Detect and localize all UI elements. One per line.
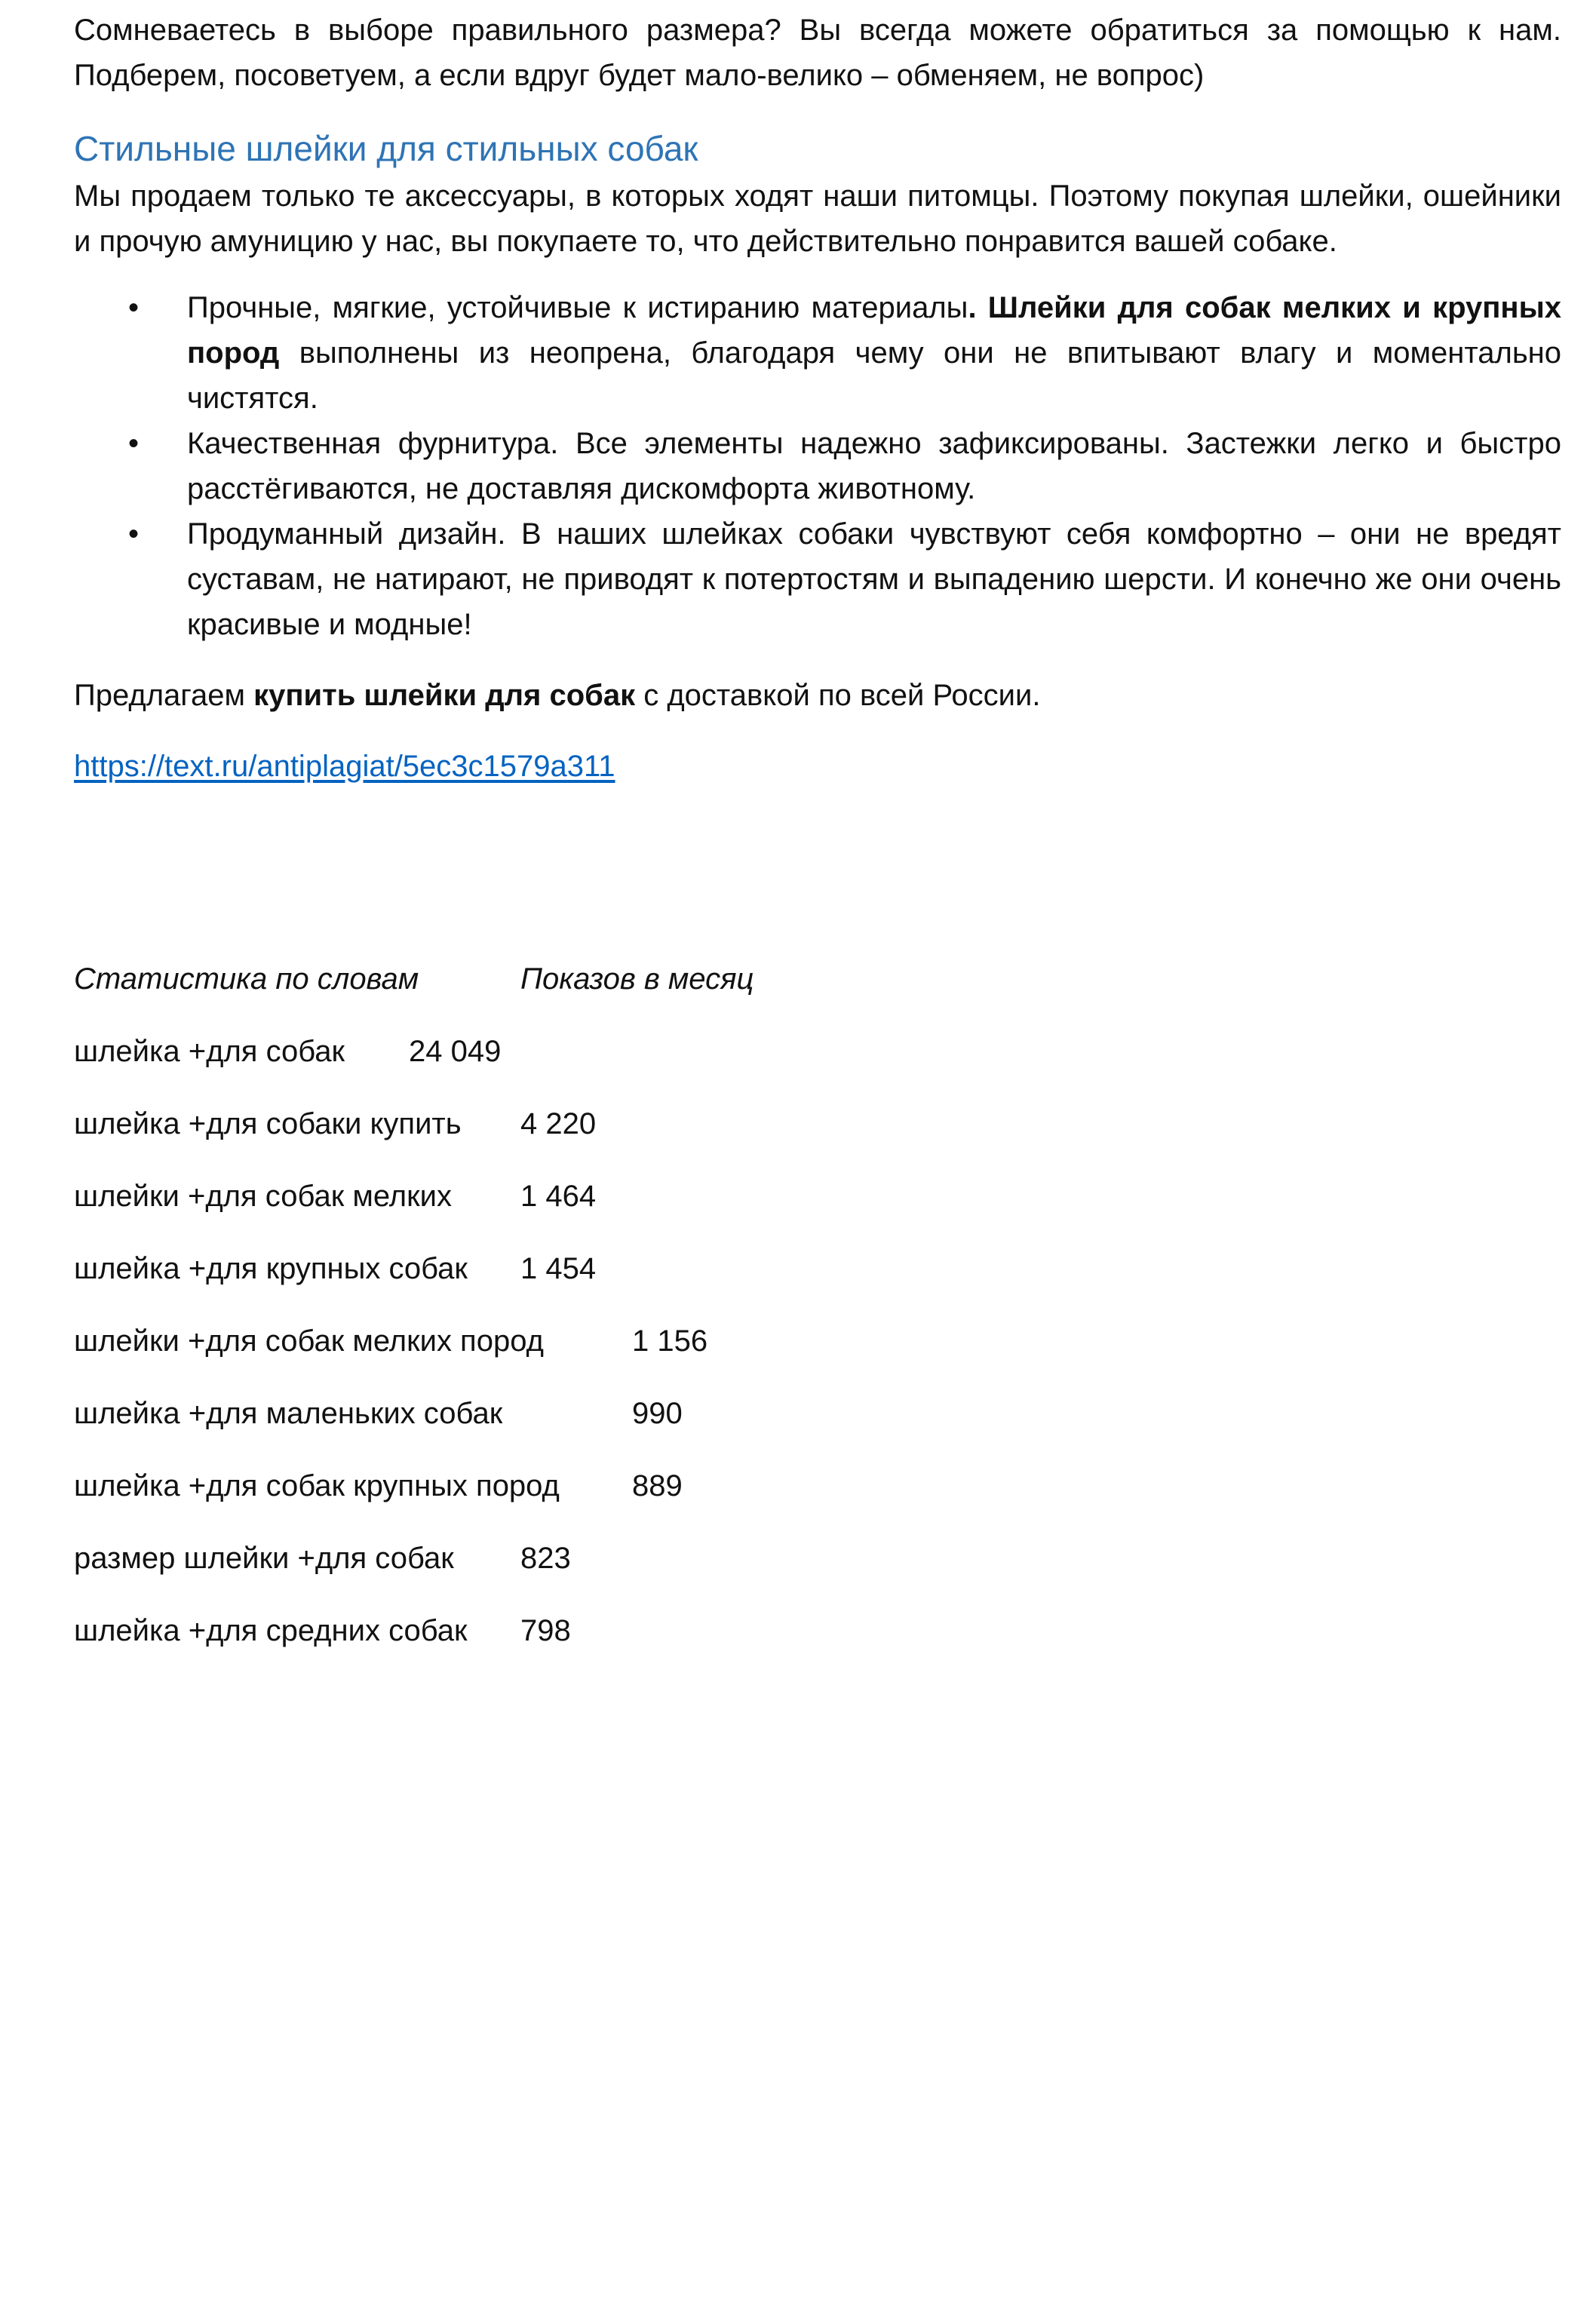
feature-text-1 [187,285,1561,421]
count-cell: 889 [632,1469,683,1502]
list-item [74,511,1561,647]
list-item [74,421,1561,511]
feature-1-bold-text: . Шлейки для собак мелких и крупных пород [187,291,1561,370]
stats-header-row [74,956,1561,1002]
features-list [74,285,1561,647]
table-row [74,1463,1561,1509]
intro-paragraph: Сомневаетесь в выборе правильного размера? Вы всегда можете обратиться за помощью к нам. Подберем, посоветуем, а если вдруг будет мало-велико – обменяем, не вопрос) [74,14,1561,92]
offer-paragraph [74,673,1561,718]
keyword-cell: шлейка +для крупных собак [74,1252,468,1285]
antiplagiat-link[interactable]: https://text.ru/antiplagiat/5ec3c1579a311 [74,750,615,783]
count-cell: 990 [632,1397,683,1430]
keyword-cell: шлейка +для маленьких собак [74,1397,503,1430]
table-row [74,1318,1561,1364]
list-item [74,285,1561,421]
count-cell: 4 220 [520,1107,597,1140]
feature-text-3: Продуманный дизайн. В наших шлейках собаки чувствуют себя комфортно – они не вредят суставам, не натирают, не приводят к потертостям и выпадению шерсти. И конечно же они очень красивые и модные! [187,517,1561,641]
offer-text-end: с доставкой по всей России. [635,679,1041,712]
count-cell: 1 464 [520,1180,597,1213]
keyword-cell: шлейка +для средних собак [74,1614,468,1647]
table-row [74,1029,1561,1074]
keyword-cell: шлейки +для собак мелких [74,1180,452,1213]
bullet-icon: • [128,427,140,460]
keyword-stats [74,956,1561,1653]
keyword-cell: шлейка +для собаки купить [74,1107,462,1140]
count-cell: 1 156 [632,1324,708,1358]
feature-text-2: Качественная фурнитура. Все элементы надежно зафиксированы. Застежки легко и быстро расстёгиваются, не доставляя дискомфорта животному. [187,427,1561,505]
document-page [74,8,1561,1680]
bullet-icon: • [128,517,140,551]
keyword-cell: шлейка +для собак [74,1035,345,1068]
count-cell: 1 454 [520,1252,597,1285]
table-row [74,1391,1561,1436]
table-row [74,1536,1561,1581]
feature-1-text: Прочные, мягкие, устойчивые к истиранию материалы [187,291,968,324]
section-heading: Стильные шлейки для стильных собак [74,129,698,168]
bullet-icon: • [128,291,140,324]
feature-1-text-end: выполнены из неопрена, благодаря чему они не впитывают влагу и моментально чистятся. [187,336,1561,415]
stats-header-count: Показов в месяц [520,962,754,996]
keyword-cell: шлейки +для собак мелких пород [74,1324,544,1358]
table-row [74,1101,1561,1146]
lead-paragraph: Мы продаем только те аксессуары, в которых ходят наши питомцы. Поэтому покупая шлейки, ошейники и прочую амуницию у нас, вы покупаете то, что действительно понравится вашей собаке. [74,180,1561,258]
offer-text: Предлагаем [74,679,254,712]
count-cell: 798 [520,1614,571,1647]
link-paragraph [74,744,1561,789]
count-cell: 823 [520,1542,571,1575]
offer-bold-text: купить шлейки для собак [253,679,636,712]
table-row [74,1608,1561,1653]
count-cell: 24 049 [409,1035,502,1068]
table-row [74,1246,1561,1291]
stats-header-keyword: Статистика по словам [74,962,419,996]
table-row [74,1174,1561,1219]
keyword-cell: шлейка +для собак крупных пород [74,1469,560,1502]
keyword-cell: размер шлейки +для собак [74,1542,454,1575]
